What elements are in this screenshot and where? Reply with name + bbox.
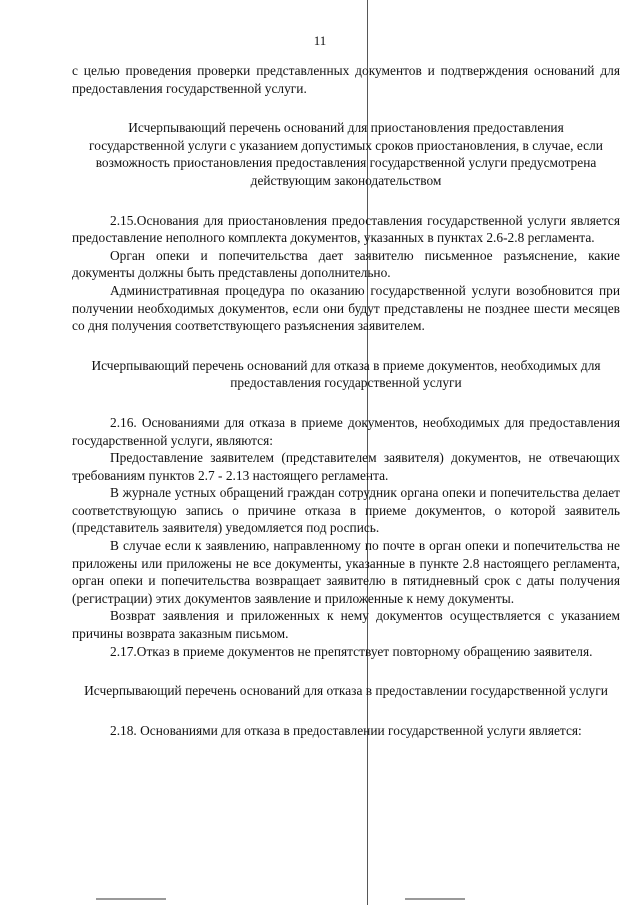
spacer — [72, 97, 620, 119]
paragraph: Орган опеки и попечительства дает заявителю письменное разъяснение, какие документы должны быть представлены дополнительно. — [72, 247, 620, 281]
paragraph: 2.18. Основаниями для отказа в предоставлении государственной услуги является: — [110, 722, 582, 738]
spacer — [72, 335, 620, 357]
paragraph: Административная процедура по оказанию государственной услуги возобновится при получении необходимых документов, если они будут представлены не позднее шести месяцев со дня получения соответствующего разъяснения заявителем. — [72, 282, 620, 334]
paragraph: с целью проведения проверки представленных документов и подтверждения оснований для предоставления государственной услуги. — [72, 63, 620, 96]
spacer — [72, 660, 620, 682]
document-body — [72, 62, 620, 739]
section-heading: Исчерпывающий перечень оснований для отказа в предоставлении государственной услуги — [84, 683, 608, 699]
paragraph: В журнале устных обращений граждан сотрудник органа опеки и попечительства делает соответствующую запись о причине отказа в приеме документов, о которой заявитель (представитель заявителя) уведомляется под роспись. — [72, 485, 620, 536]
paragraph: 2.15.Основания для приостановления предоставления государственной услуги является предоставление неполного комплекта документов, указанных в пунктах 2.6-2.8 регламента. — [72, 212, 620, 246]
paragraph: Возврат заявления и приложенных к нему документов осуществляется с указанием причины возврата заказным письмом. — [72, 608, 620, 642]
page-number: 11 — [313, 33, 327, 48]
scan-artifact — [96, 898, 166, 900]
paragraph: 2.16. Основаниями для отказа в приеме документов, необходимых для предоставления государственной услуги, являются: — [72, 414, 620, 448]
section-heading: Исчерпывающий перечень оснований для отказа в приеме документов, необходимых для предоставления государственной услуги — [91, 357, 601, 391]
paragraph: 2.17.Отказ в приеме документов не препятствует повторному обращению заявителя. — [110, 643, 593, 659]
spacer — [72, 190, 620, 212]
paragraph: Предоставление заявителем (представителем заявителя) документов, не отвечающих требованиям пунктов 2.7 - 2.13 настоящего регламента. — [72, 450, 620, 483]
section-heading: Исчерпывающий перечень оснований для приостановления предоставления государственной услуги с указанием допустимых сроков приостановления, в случае, если возможность приостановления предоставления государственной услуги предусмотрена действующим законодательством — [89, 120, 603, 188]
spacer — [72, 392, 620, 414]
scan-artifact — [405, 898, 465, 900]
paragraph: В случае если к заявлению, направленному по почте в орган опеки и попечительства не приложены или приложены не все документы, указанные в пункте 2.8 настоящего регламента, орган опеки и попечительства возвращает заявителю в пятидневный срок с даты получения (регистрации) этих документов заявление и приложенные к нему документы. — [72, 538, 620, 606]
spacer — [72, 700, 620, 722]
